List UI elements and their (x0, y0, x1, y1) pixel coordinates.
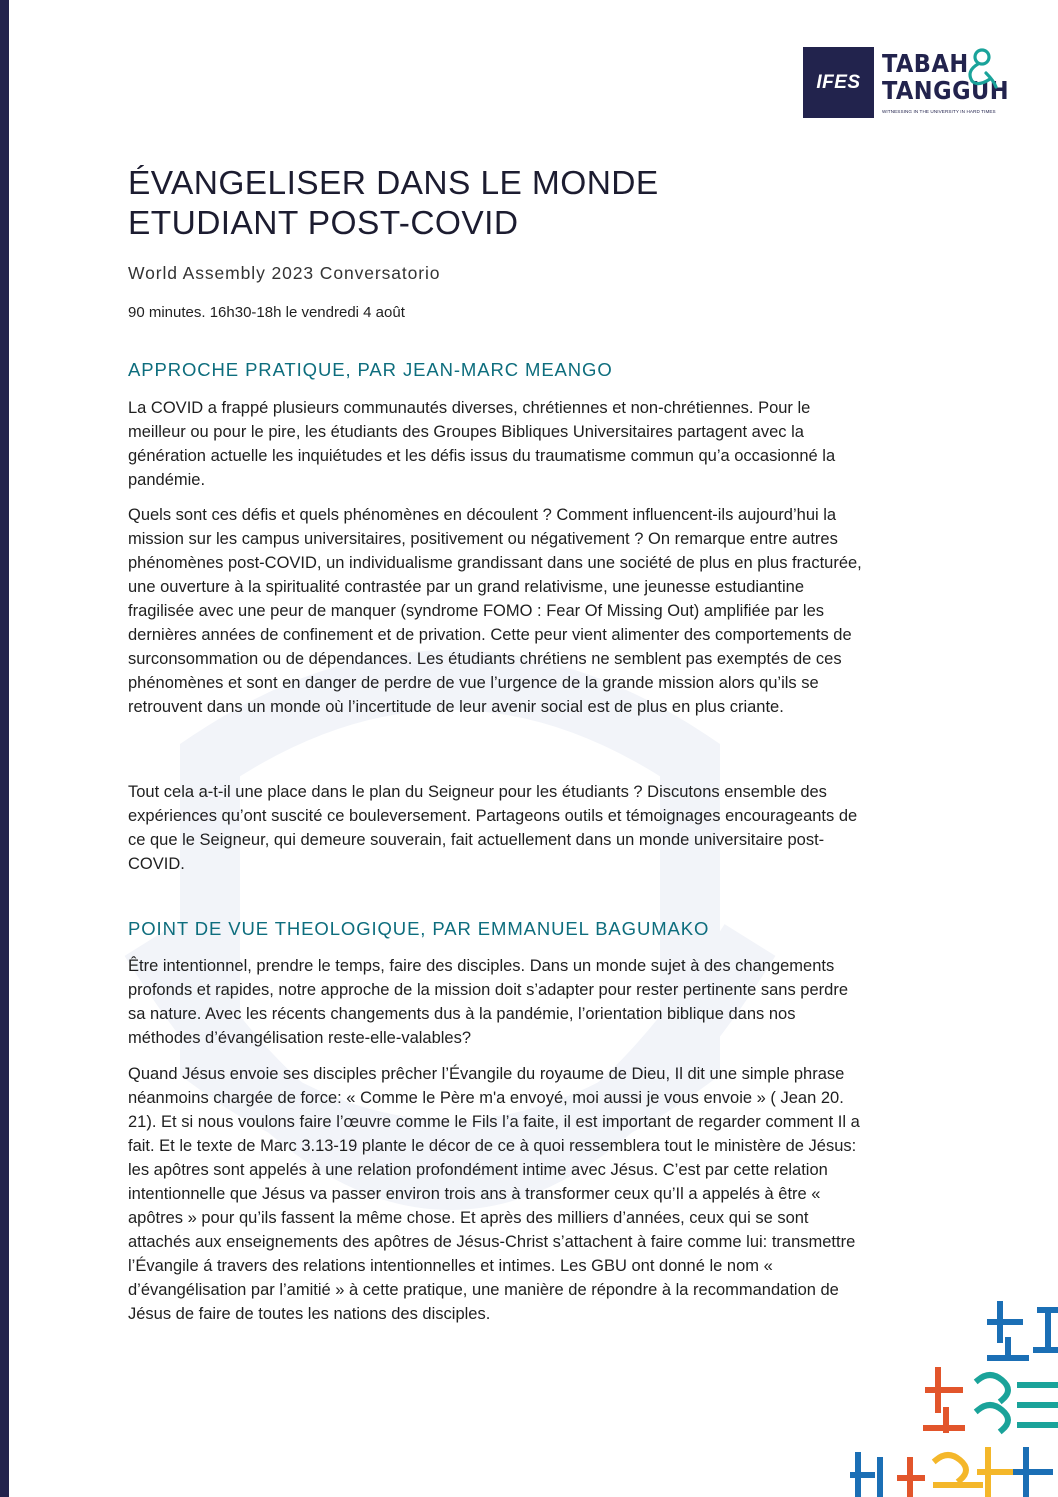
paragraph: La COVID a frappé plusieurs communautés diverses, chrétiennes et non-chrétiennes. Pour le meilleur ou pour le pire, les étudiants des Groupes Bibliques Universitaires partagent avec la génération actuelle les inquiétudes et les défis issus du traumatisme commun qu’a occasionné la pandémie. (128, 399, 836, 489)
event-time: 90 minutes. 16h30-18h le vendredi 4 août (128, 304, 405, 321)
page-title (128, 164, 868, 244)
ifes-logo (803, 47, 874, 118)
title-line-2: ETUDIANT POST-COVID (128, 205, 519, 242)
logo-word-tabah: TABAH (882, 49, 969, 78)
paragraph: Être intentionnel, prendre le temps, faire des disciples. Dans un monde sujet à des changements profonds et rapides, notre approche de la mission doit s’adapter pour rester pertinente sans perdre sa nature. Avec les récents changements dus à la pandémie, l’orientation biblique dans nos méthodes d’évangélisation reste-elle-valables? (128, 957, 849, 1047)
page-subtitle: World Assembly 2023 Conversatorio (128, 263, 441, 283)
title-line-1: ÉVANGELISER DANS LE MONDE (128, 165, 659, 202)
ifes-logo-text: IFES (816, 71, 861, 93)
tabah-tangguh-logo (882, 47, 1010, 118)
ampersand-swirl-icon (960, 47, 1000, 89)
section-heading-practical: APPROCHE PRATIQUE, PAR JEAN-MARC MEANGO (128, 359, 613, 380)
header-logos (803, 47, 1010, 118)
logo-word-tangguh: TANGGUH (882, 76, 1010, 105)
paragraph: Quels sont ces défis et quels phénomènes en découlent ? Comment influencent-ils aujourd’hui la mission sur les campus universitaires, positivement ou négativement ? On remarque entre autres phénomènes post-COVID, un individualisme grandissant dans une société de plus en plus fracturée, une ouverture à la spiritualité contrastée par un grand relativisme, une jeunesse estudiantine fragilisée avec une peur de manquer (syndrome FOMO : Fear Of Missing Out) amplifiée par les dernières années de confinement et de privation. Cette peur vient alimenter des comportements de surconsommation ou de dépendances. Les étudiants chrétiens ne semblent pas exemptés de ces phénomènes et sont en danger de perdre de vue l’urgence de la grande mission alors qu’ils se retrouvent dans un monde où l’incertitude de leur avenir social est de plus en plus criante. (128, 506, 862, 716)
logo-tagline: WITNESSING IN THE UNIVERSITY IN HARD TIMES (882, 109, 996, 114)
decorative-batik-pattern (850, 1300, 1058, 1497)
paragraph: Quand Jésus envoie ses disciples prêcher l’Évangile du royaume de Dieu, Il dit une simple phrase néanmoins chargée de force: « Comme le Père m'a envoyé, moi aussi je vous envoie » ( Jean 20. 21). Et si nous voulons faire l’œuvre comme le Fils l’a faite, il est important de regarder comment Il a fait. Et le texte de Marc 3.13-19 plante le décor de ce à quoi ressemblera tout le ministère de Jésus: les apôtres sont appelés à une relation profondément intime avec Jésus. C’est par cette relation intentionnelle que Jésus va passer environ trois ans à transformer ceux qu’Il a appelés à être « apôtres » pour qu’ils fassent la même chose. Et après des milliers d’années, ceux qui se sont attachés aux enseignements des apôtres de Jésus-Christ s’attachent à faire comme lui: transmettre l’Évangile á travers des relations intentionnelles et intimes. Les GBU ont donné le nom « d’évangélisation par l’amitié » à cette pratique, une manière de répondre à la recommandation de Jésus de faire de toutes les nations des disciples. (128, 1065, 860, 1323)
paragraph: Tout cela a-t-il une place dans le plan du Seigneur pour les étudiants ? Discutons ensemble des expériences qu’ont suscité ce bouleversement. Partageons outils et témoignages encourageants de ce que le Seigneur, qui demeure souverain, fait actuellement dans un monde universitaire post-COVID. (128, 783, 858, 873)
left-accent-bar (0, 0, 9, 1497)
section-heading-theological: POINT DE VUE THEOLOGIQUE, PAR EMMANUEL BAGUMAKO (128, 918, 710, 939)
